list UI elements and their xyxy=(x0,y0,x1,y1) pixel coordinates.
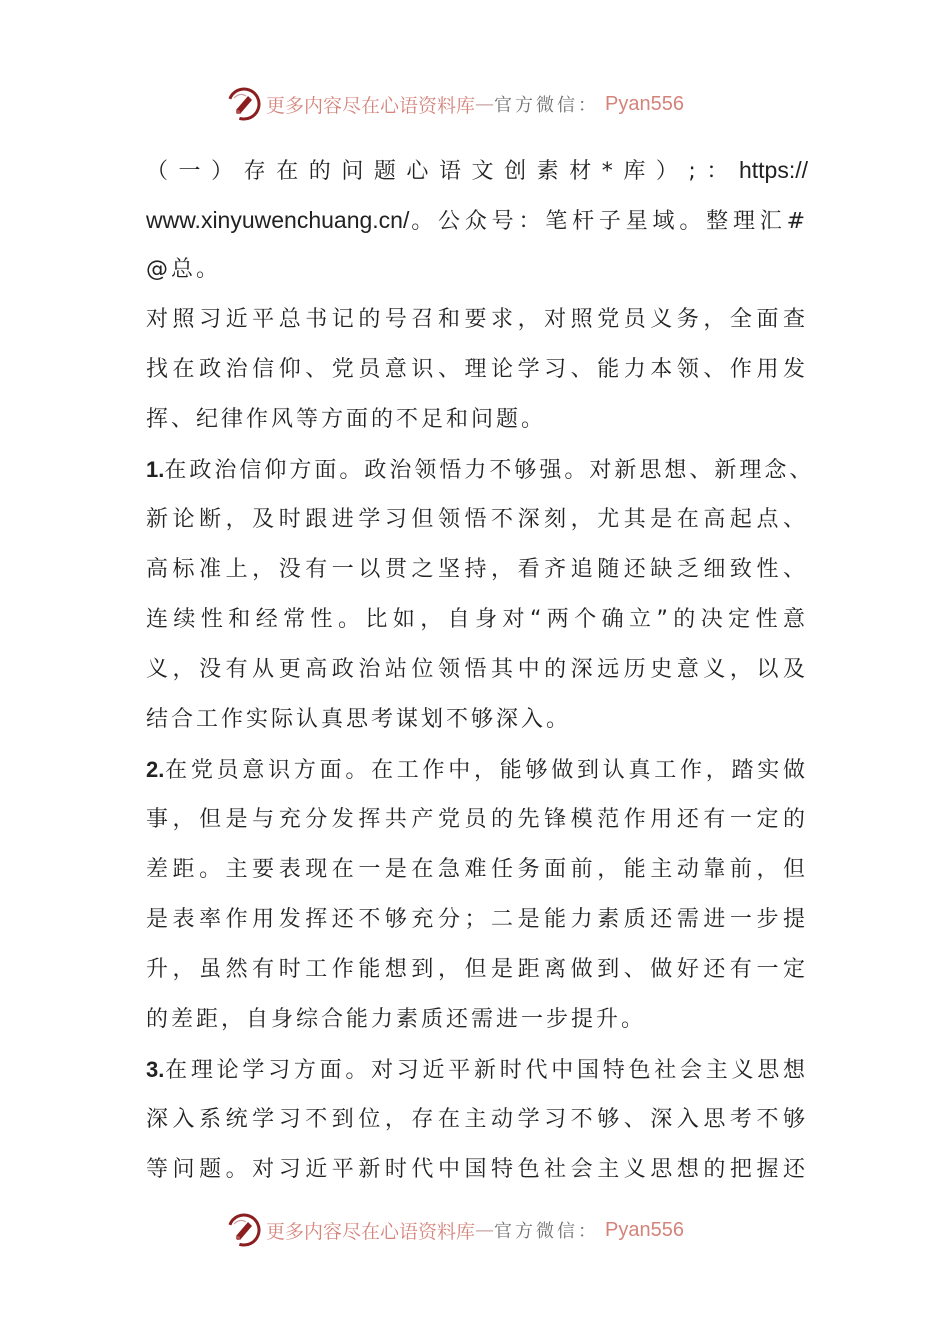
text-line: 对照习近平总书记的号召和要求，对照党员义务，全面查 xyxy=(146,307,808,332)
wechat-id: Pyan556 xyxy=(605,92,684,115)
text-line: www.xinyuwenchuang.cn/。公众号：笔杆子星域。整理汇# xyxy=(146,207,808,234)
item-number: 3. xyxy=(146,1057,165,1082)
text-line: 挥、纪律作风等方面的不足和问题。 xyxy=(146,407,547,432)
url-fragment: https:// xyxy=(738,157,808,183)
item-number: 2. xyxy=(146,757,165,782)
text-line: （一）存在的问题心语文创素材*库）;：https:// xyxy=(146,157,808,184)
text-line: 结合工作实际认真思考谋划不够深入。 xyxy=(146,707,572,732)
text-line: 等问题。对习近平新时代中国特色社会主义思想的把握还 xyxy=(146,1157,808,1182)
text-line: 深入系统学习不到位，存在主动学习不够、深入思考不够 xyxy=(146,1107,808,1132)
text-line: 连续性和经常性。比如，自身对“两个确立”的决定性意 xyxy=(146,607,808,632)
brand-text: 更多内容尽在心语资料库 xyxy=(266,94,476,117)
text-line: 升，虽然有时工作能想到，但是距离做到、做好还有一定 xyxy=(146,957,808,982)
text-line: 是表率作用发挥还不够充分；二是能力素质还需进一步提 xyxy=(146,907,808,932)
separator-dash: — xyxy=(475,1219,495,1241)
intro-paragraph xyxy=(146,295,808,445)
section-heading-paragraph xyxy=(146,145,808,295)
header-watermark-banner xyxy=(226,84,684,124)
text-line: 事，但是与充分发挥共产党员的先锋模范作用还有一定的 xyxy=(146,807,808,832)
pen-nib-logo-icon xyxy=(226,1212,262,1248)
text-line: 2.在党员意识方面。在工作中，能够做到认真工作，踏实做 xyxy=(146,757,808,783)
text-line: 3.在理论学习方面。对习近平新时代中国特色社会主义思想 xyxy=(146,1057,808,1083)
url-fragment: www.xinyuwenchuang.cn/ xyxy=(146,207,410,233)
text-line: 找在政治信仰、党员意识、理论学习、能力本领、作用发 xyxy=(146,357,808,382)
numbered-paragraph-2 xyxy=(146,745,808,1045)
pen-nib-logo-icon xyxy=(226,86,262,122)
numbered-paragraph-1 xyxy=(146,445,815,745)
item-number: 1. xyxy=(146,457,165,482)
numbered-paragraph-3 xyxy=(146,1045,808,1195)
brand-text: 更多内容尽在心语资料库 xyxy=(266,1220,476,1243)
separator-dash: — xyxy=(475,93,495,115)
wechat-label: 官方微信： xyxy=(494,95,600,116)
text-line: 新论断，及时跟进学习但领悟不深刻，尤其是在高起点、 xyxy=(146,507,808,532)
text-line: 高标准上，没有一以贯之坚持，看齐追随还缺乏细致性、 xyxy=(146,557,808,582)
document-body xyxy=(146,145,815,1195)
wechat-id: Pyan556 xyxy=(605,1218,684,1241)
footer-watermark-banner xyxy=(226,1210,684,1250)
text-line: @总。 xyxy=(146,257,222,282)
wechat-label: 官方微信： xyxy=(494,1221,600,1242)
text-line: 差距。主要表现在一是在急难任务面前，能主动靠前，但 xyxy=(146,857,808,882)
text-line: 义，没有从更高政治站位领悟其中的深远历史意义，以及 xyxy=(146,657,808,682)
text-line: 1.在政治信仰方面。政治领悟力不够强。对新思想、新理念、 xyxy=(146,457,815,483)
text-line: 的差距，自身综合能力素质还需进一步提升。 xyxy=(146,1007,647,1032)
